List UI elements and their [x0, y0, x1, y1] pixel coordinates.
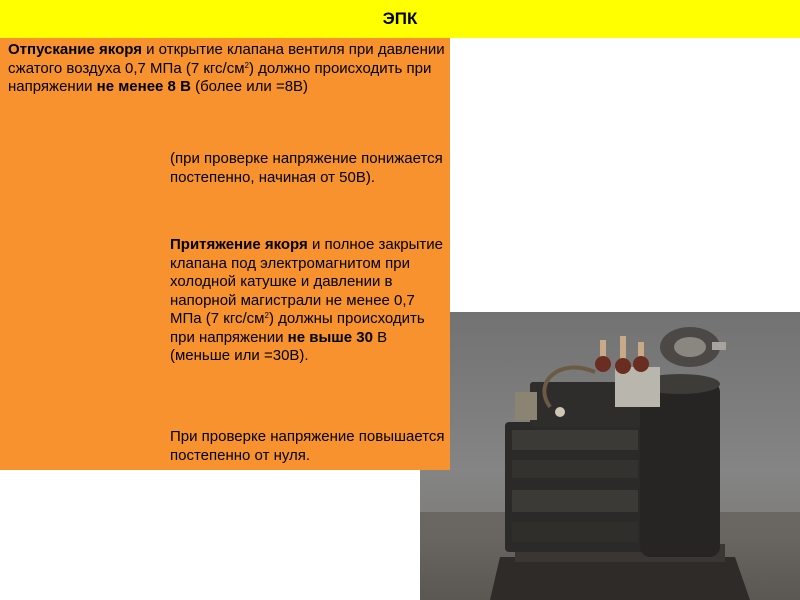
epk-valve-illustration	[420, 312, 800, 600]
attraction-superscript: 2	[264, 311, 269, 320]
attraction-text-3: В (меньше или =30В).	[170, 328, 388, 364]
paragraph-attraction-check: При проверке напряжение повышается постепенно от нуля.	[170, 428, 445, 464]
release-text-3: (более или =8В)	[190, 78, 309, 95]
release-superscript: 2	[244, 60, 249, 70]
release-text-1: и открытие клапана вентиля при давлении сжатого воздуха 0,7 МПа (7 кгс/см	[8, 41, 445, 77]
slide-title: ЭПК	[382, 9, 418, 28]
paragraph-release-check: (при проверке напряжение понижается постепенно, начиная от 50В).	[170, 150, 443, 186]
attraction-heading: Притяжение якоря	[170, 236, 308, 253]
release-heading: Отпускание якоря	[8, 41, 142, 58]
paragraph-attraction	[170, 236, 445, 366]
attraction-text-1: и полное закрытие клапана под электромагнитом при холодной катушке и давлении в напорной магистрали не менее 0,7 МПа (7 кгс/см	[170, 236, 444, 327]
release-text-2: ) должно происходить при напряжении	[8, 59, 432, 95]
epk-valve-photo	[420, 312, 800, 600]
text-panel	[0, 38, 450, 470]
slide-title-bar	[0, 0, 800, 38]
attraction-voltage-max: не выше 30	[287, 328, 373, 346]
paragraph-release	[8, 41, 448, 97]
release-voltage-min: не менее 8 В	[96, 78, 191, 95]
attraction-text-2: ) должны происходить при напряжении	[170, 310, 425, 346]
